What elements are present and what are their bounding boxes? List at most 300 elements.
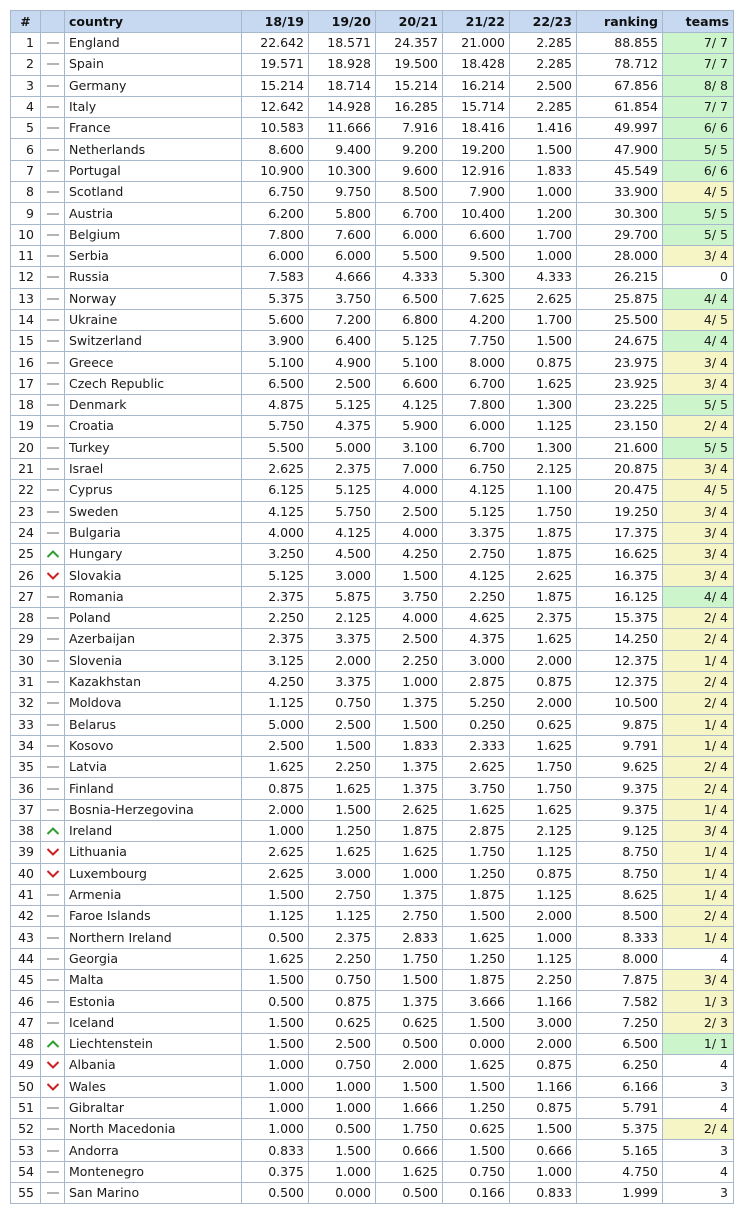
rank-cell: 17: [11, 373, 41, 394]
trend-up-icon: [41, 820, 65, 841]
rank-cell: 36: [11, 778, 41, 799]
rank-cell: 54: [11, 1161, 41, 1182]
rank-cell: 14: [11, 309, 41, 330]
country-cell: Albania: [65, 1055, 242, 1076]
season-1819-cell: 2.375: [242, 629, 309, 650]
trend-unchanged-icon: [41, 458, 65, 479]
season-2223-cell: 1.500: [510, 1119, 577, 1140]
rank-cell: 11: [11, 245, 41, 266]
season-2122-cell: 1.250: [443, 863, 510, 884]
rank-cell: 21: [11, 458, 41, 479]
trend-unchanged-icon: [41, 1097, 65, 1118]
ranking-cell: 7.582: [577, 991, 663, 1012]
season-2021-cell: 4.125: [376, 395, 443, 416]
season-2122-cell: 2.625: [443, 757, 510, 778]
rank-cell: 37: [11, 799, 41, 820]
rank-cell: 41: [11, 884, 41, 905]
teams-cell: 3/ 4: [663, 820, 734, 841]
ranking-cell: 6.166: [577, 1076, 663, 1097]
season-1920-cell: 1.000: [309, 1076, 376, 1097]
teams-cell: 5/ 5: [663, 139, 734, 160]
country-cell: Bosnia-Herzegovina: [65, 799, 242, 820]
trend-unchanged-icon: [41, 139, 65, 160]
table-row: [11, 501, 734, 522]
rank-cell: 22: [11, 480, 41, 501]
teams-cell: 1/ 4: [663, 863, 734, 884]
season-2122-cell: 1.875: [443, 970, 510, 991]
season-2223-cell: 0.875: [510, 352, 577, 373]
table-row: [11, 416, 734, 437]
trend-unchanged-icon: [41, 906, 65, 927]
country-cell: Spain: [65, 54, 242, 75]
country-cell: Malta: [65, 970, 242, 991]
trend-down-icon: [41, 842, 65, 863]
season-2021-cell: 1.375: [376, 884, 443, 905]
teams-cell: 3/ 4: [663, 565, 734, 586]
rank-cell: 31: [11, 671, 41, 692]
ranking-cell: 20.875: [577, 458, 663, 479]
country-cell: Azerbaijan: [65, 629, 242, 650]
teams-cell: 3/ 4: [663, 522, 734, 543]
season-1920-cell: 0.000: [309, 1183, 376, 1204]
season-2122-cell: 21.000: [443, 33, 510, 54]
rank-cell: 6: [11, 139, 41, 160]
season-2021-cell: 2.750: [376, 906, 443, 927]
rank-cell: 1: [11, 33, 41, 54]
country-cell: Poland: [65, 608, 242, 629]
season-2021-cell: 1.625: [376, 1161, 443, 1182]
country-cell: Latvia: [65, 757, 242, 778]
season-1819-cell: 3.250: [242, 544, 309, 565]
season-2021-cell: 1.000: [376, 863, 443, 884]
teams-cell: 2/ 4: [663, 1119, 734, 1140]
country-cell: Montenegro: [65, 1161, 242, 1182]
season-2021-cell: 16.285: [376, 96, 443, 117]
trend-unchanged-icon: [41, 203, 65, 224]
season-2122-cell: 3.666: [443, 991, 510, 1012]
teams-cell: 2/ 4: [663, 629, 734, 650]
season-2021-cell: 6.600: [376, 373, 443, 394]
rank-cell: 51: [11, 1097, 41, 1118]
ranking-column-header[interactable]: ranking: [577, 11, 663, 33]
ranking-cell: 5.791: [577, 1097, 663, 1118]
country-cell: Moldova: [65, 693, 242, 714]
season-2223-cell: 1.750: [510, 778, 577, 799]
rank-cell: 52: [11, 1119, 41, 1140]
ranking-cell: 6.250: [577, 1055, 663, 1076]
country-cell: Italy: [65, 96, 242, 117]
ranking-cell: 88.855: [577, 33, 663, 54]
table-row: [11, 75, 734, 96]
season-1920-cell: 0.625: [309, 1012, 376, 1033]
ranking-cell: 23.925: [577, 373, 663, 394]
table-body: [11, 33, 734, 1204]
ranking-cell: 9.791: [577, 735, 663, 756]
table-row: [11, 629, 734, 650]
table-row: [11, 480, 734, 501]
season-1920-cell: 0.750: [309, 693, 376, 714]
ranking-cell: 14.250: [577, 629, 663, 650]
teams-cell: 3/ 4: [663, 245, 734, 266]
season-1819-cell: 6.000: [242, 245, 309, 266]
season-2021-cell: 6.700: [376, 203, 443, 224]
teams-cell: 1/ 4: [663, 842, 734, 863]
season-2223-cell: 3.000: [510, 1012, 577, 1033]
table-row: [11, 1076, 734, 1097]
season-1920-cell: 5.800: [309, 203, 376, 224]
ranking-cell: 7.250: [577, 1012, 663, 1033]
season-2223-cell: 1.200: [510, 203, 577, 224]
trend-unchanged-icon: [41, 1183, 65, 1204]
season-2021-column-header[interactable]: 20/21: [376, 11, 443, 33]
season-1920-cell: 10.300: [309, 160, 376, 181]
ranking-cell: 1.999: [577, 1183, 663, 1204]
teams-cell: 7/ 7: [663, 33, 734, 54]
table-row: [11, 1161, 734, 1182]
trend-unchanged-icon: [41, 757, 65, 778]
season-2122-cell: 1.250: [443, 948, 510, 969]
season-2122-cell: 8.000: [443, 352, 510, 373]
teams-cell: 4/ 5: [663, 480, 734, 501]
trend-unchanged-icon: [41, 608, 65, 629]
season-2122-cell: 7.750: [443, 331, 510, 352]
table-row: [11, 565, 734, 586]
table-row: [11, 1097, 734, 1118]
season-1819-cell: 1.500: [242, 970, 309, 991]
ranking-cell: 5.375: [577, 1119, 663, 1140]
season-2223-cell: 1.125: [510, 948, 577, 969]
rank-cell: 23: [11, 501, 41, 522]
season-1920-cell: 9.750: [309, 182, 376, 203]
country-cell: Slovenia: [65, 650, 242, 671]
season-2223-column-header[interactable]: 22/23: [510, 11, 577, 33]
season-1819-cell: 4.875: [242, 395, 309, 416]
trend-unchanged-icon: [41, 970, 65, 991]
country-cell: Slovakia: [65, 565, 242, 586]
header-row: [11, 11, 734, 33]
table-row: [11, 714, 734, 735]
country-cell: Switzerland: [65, 331, 242, 352]
table-row: [11, 970, 734, 991]
season-2021-cell: 1.666: [376, 1097, 443, 1118]
season-2122-cell: 9.500: [443, 245, 510, 266]
season-2223-cell: 0.875: [510, 1097, 577, 1118]
season-2021-cell: 1.500: [376, 970, 443, 991]
trend-unchanged-icon: [41, 33, 65, 54]
season-2223-cell: 2.625: [510, 288, 577, 309]
season-2223-cell: 1.125: [510, 842, 577, 863]
season-1819-cell: 0.500: [242, 927, 309, 948]
season-2122-cell: 0.000: [443, 1033, 510, 1054]
teams-cell: 7/ 7: [663, 96, 734, 117]
season-2122-cell: 6.750: [443, 458, 510, 479]
season-2122-cell: 19.200: [443, 139, 510, 160]
season-1920-cell: 5.875: [309, 586, 376, 607]
season-2122-cell: 4.625: [443, 608, 510, 629]
season-2021-cell: 5.100: [376, 352, 443, 373]
table-row: [11, 288, 734, 309]
season-1920-cell: 2.500: [309, 1033, 376, 1054]
season-2021-cell: 6.800: [376, 309, 443, 330]
season-2021-cell: 1.875: [376, 820, 443, 841]
ranking-cell: 23.225: [577, 395, 663, 416]
season-1819-cell: 0.500: [242, 991, 309, 1012]
season-1819-cell: 6.750: [242, 182, 309, 203]
season-2223-cell: 1.166: [510, 1076, 577, 1097]
table-row: [11, 906, 734, 927]
season-1819-cell: 5.750: [242, 416, 309, 437]
season-1819-cell: 2.375: [242, 586, 309, 607]
season-2122-cell: 1.500: [443, 906, 510, 927]
country-cell: Austria: [65, 203, 242, 224]
teams-cell: 3: [663, 1140, 734, 1161]
table-row: [11, 586, 734, 607]
trend-unchanged-icon: [41, 1161, 65, 1182]
table-row: [11, 608, 734, 629]
table-row: [11, 96, 734, 117]
season-1819-cell: 4.125: [242, 501, 309, 522]
season-1819-cell: 3.125: [242, 650, 309, 671]
trend-unchanged-icon: [41, 991, 65, 1012]
ranking-cell: 8.500: [577, 906, 663, 927]
trend-unchanged-icon: [41, 948, 65, 969]
country-cell: Netherlands: [65, 139, 242, 160]
rank-cell: 32: [11, 693, 41, 714]
season-1819-cell: 22.642: [242, 33, 309, 54]
season-2021-cell: 7.000: [376, 458, 443, 479]
rank-cell: 35: [11, 757, 41, 778]
season-2021-cell: 1.375: [376, 778, 443, 799]
ranking-cell: 21.600: [577, 437, 663, 458]
season-1920-cell: 5.750: [309, 501, 376, 522]
table-row: [11, 650, 734, 671]
rank-cell: 10: [11, 224, 41, 245]
season-2122-cell: 1.625: [443, 799, 510, 820]
ranking-cell: 23.975: [577, 352, 663, 373]
season-1819-cell: 19.571: [242, 54, 309, 75]
season-1920-cell: 14.928: [309, 96, 376, 117]
season-2021-cell: 2.250: [376, 650, 443, 671]
country-cell: Norway: [65, 288, 242, 309]
season-2122-cell: 2.875: [443, 820, 510, 841]
season-2122-cell: 4.125: [443, 480, 510, 501]
season-1920-cell: 2.250: [309, 757, 376, 778]
season-2122-cell: 12.916: [443, 160, 510, 181]
rank-cell: 48: [11, 1033, 41, 1054]
season-1819-cell: 1.000: [242, 1055, 309, 1076]
season-2021-cell: 4.000: [376, 480, 443, 501]
table-row: [11, 395, 734, 416]
country-cell: North Macedonia: [65, 1119, 242, 1140]
rank-cell: 42: [11, 906, 41, 927]
season-1920-cell: 1.000: [309, 1161, 376, 1182]
trend-down-icon: [41, 1055, 65, 1076]
season-1920-cell: 2.375: [309, 458, 376, 479]
rank-cell: 28: [11, 608, 41, 629]
teams-cell: 1/ 4: [663, 799, 734, 820]
rank-column-header[interactable]: #: [11, 11, 41, 33]
teams-cell: 5/ 5: [663, 224, 734, 245]
rank-cell: 7: [11, 160, 41, 181]
table-row: [11, 1183, 734, 1204]
season-2122-cell: 1.625: [443, 1055, 510, 1076]
season-1819-cell: 1.000: [242, 820, 309, 841]
country-cell: Croatia: [65, 416, 242, 437]
trend-unchanged-icon: [41, 352, 65, 373]
table-row: [11, 948, 734, 969]
season-2021-cell: 6.500: [376, 288, 443, 309]
ranking-cell: 9.125: [577, 820, 663, 841]
season-2021-cell: 1.750: [376, 1119, 443, 1140]
ranking-cell: 4.750: [577, 1161, 663, 1182]
season-1819-cell: 0.875: [242, 778, 309, 799]
season-2223-cell: 0.666: [510, 1140, 577, 1161]
season-2223-cell: 0.875: [510, 1055, 577, 1076]
season-2021-cell: 1.625: [376, 842, 443, 863]
table-row: [11, 778, 734, 799]
country-cell: Hungary: [65, 544, 242, 565]
teams-cell: 3/ 4: [663, 373, 734, 394]
teams-cell: 0: [663, 267, 734, 288]
country-cell: Sweden: [65, 501, 242, 522]
table-row: [11, 352, 734, 373]
season-1819-column-header[interactable]: 18/19: [242, 11, 309, 33]
season-2021-cell: 0.666: [376, 1140, 443, 1161]
trend-unchanged-icon: [41, 586, 65, 607]
season-2122-cell: 6.600: [443, 224, 510, 245]
table-row: [11, 1012, 734, 1033]
season-1920-column-header[interactable]: 19/20: [309, 11, 376, 33]
country-cell: Czech Republic: [65, 373, 242, 394]
teams-cell: 3/ 4: [663, 501, 734, 522]
rank-cell: 8: [11, 182, 41, 203]
trend-unchanged-icon: [41, 714, 65, 735]
trend-unchanged-icon: [41, 501, 65, 522]
season-1819-cell: 7.800: [242, 224, 309, 245]
season-1819-cell: 10.583: [242, 118, 309, 139]
teams-cell: 5/ 5: [663, 203, 734, 224]
season-2223-cell: 2.285: [510, 33, 577, 54]
rank-cell: 33: [11, 714, 41, 735]
season-2122-cell: 6.700: [443, 373, 510, 394]
season-2021-cell: 2.000: [376, 1055, 443, 1076]
season-1819-cell: 0.500: [242, 1183, 309, 1204]
season-2122-cell: 5.250: [443, 693, 510, 714]
season-2223-cell: 1.750: [510, 757, 577, 778]
season-1819-cell: 12.642: [242, 96, 309, 117]
teams-column-header[interactable]: teams: [663, 11, 734, 33]
season-1920-cell: 3.750: [309, 288, 376, 309]
season-2122-cell: 1.500: [443, 1140, 510, 1161]
season-2021-cell: 0.625: [376, 1012, 443, 1033]
trend-unchanged-icon: [41, 735, 65, 756]
trend-unchanged-icon: [41, 778, 65, 799]
season-1819-cell: 1.000: [242, 1076, 309, 1097]
trend-unchanged-icon: [41, 245, 65, 266]
rank-cell: 34: [11, 735, 41, 756]
season-2021-cell: 1.375: [376, 757, 443, 778]
country-cell: Russia: [65, 267, 242, 288]
ranking-cell: 10.500: [577, 693, 663, 714]
season-2021-cell: 0.500: [376, 1183, 443, 1204]
trend-unchanged-icon: [41, 799, 65, 820]
season-2223-cell: 1.416: [510, 118, 577, 139]
trend-unchanged-icon: [41, 416, 65, 437]
season-2223-cell: 1.875: [510, 522, 577, 543]
season-1920-cell: 0.875: [309, 991, 376, 1012]
season-2122-cell: 7.625: [443, 288, 510, 309]
season-2021-cell: 3.750: [376, 586, 443, 607]
trend-unchanged-icon: [41, 160, 65, 181]
season-1819-cell: 5.500: [242, 437, 309, 458]
season-1920-cell: 18.571: [309, 33, 376, 54]
table-row: [11, 1033, 734, 1054]
teams-cell: 4/ 4: [663, 288, 734, 309]
season-2223-cell: 2.285: [510, 96, 577, 117]
season-2122-cell: 3.375: [443, 522, 510, 543]
season-2021-cell: 2.500: [376, 501, 443, 522]
table-row: [11, 245, 734, 266]
rank-cell: 30: [11, 650, 41, 671]
season-2223-cell: 1.875: [510, 586, 577, 607]
table-row: [11, 671, 734, 692]
ranking-cell: 7.875: [577, 970, 663, 991]
season-2223-cell: 1.300: [510, 437, 577, 458]
season-1920-cell: 18.714: [309, 75, 376, 96]
rank-cell: 29: [11, 629, 41, 650]
trend-unchanged-icon: [41, 182, 65, 203]
ranking-cell: 8.333: [577, 927, 663, 948]
season-2021-cell: 1.500: [376, 565, 443, 586]
trend-down-icon: [41, 863, 65, 884]
season-1819-cell: 15.214: [242, 75, 309, 96]
season-2122-column-header[interactable]: 21/22: [443, 11, 510, 33]
season-2223-cell: 2.125: [510, 820, 577, 841]
rank-cell: 13: [11, 288, 41, 309]
teams-cell: 2/ 4: [663, 693, 734, 714]
country-column-header[interactable]: country: [65, 11, 242, 33]
season-2223-cell: 1.300: [510, 395, 577, 416]
teams-cell: 1/ 4: [663, 927, 734, 948]
teams-cell: 1/ 4: [663, 884, 734, 905]
trend-unchanged-icon: [41, 288, 65, 309]
teams-cell: 4: [663, 1097, 734, 1118]
season-2223-cell: 1.500: [510, 331, 577, 352]
country-cell: England: [65, 33, 242, 54]
season-1920-cell: 1.125: [309, 906, 376, 927]
country-cell: Lithuania: [65, 842, 242, 863]
season-1920-cell: 0.750: [309, 970, 376, 991]
rank-cell: 46: [11, 991, 41, 1012]
season-1819-cell: 5.100: [242, 352, 309, 373]
season-1819-cell: 7.583: [242, 267, 309, 288]
ranking-cell: 5.165: [577, 1140, 663, 1161]
ranking-cell: 25.875: [577, 288, 663, 309]
country-cell: Belgium: [65, 224, 242, 245]
season-1819-cell: 6.125: [242, 480, 309, 501]
season-1819-cell: 0.375: [242, 1161, 309, 1182]
table-row: [11, 224, 734, 245]
season-2223-cell: 2.500: [510, 75, 577, 96]
ranking-cell: 6.500: [577, 1033, 663, 1054]
season-2122-cell: 18.428: [443, 54, 510, 75]
season-1819-cell: 5.125: [242, 565, 309, 586]
trend-up-icon: [41, 544, 65, 565]
rank-cell: 16: [11, 352, 41, 373]
season-2122-cell: 0.750: [443, 1161, 510, 1182]
table-row: [11, 160, 734, 181]
season-2223-cell: 4.333: [510, 267, 577, 288]
